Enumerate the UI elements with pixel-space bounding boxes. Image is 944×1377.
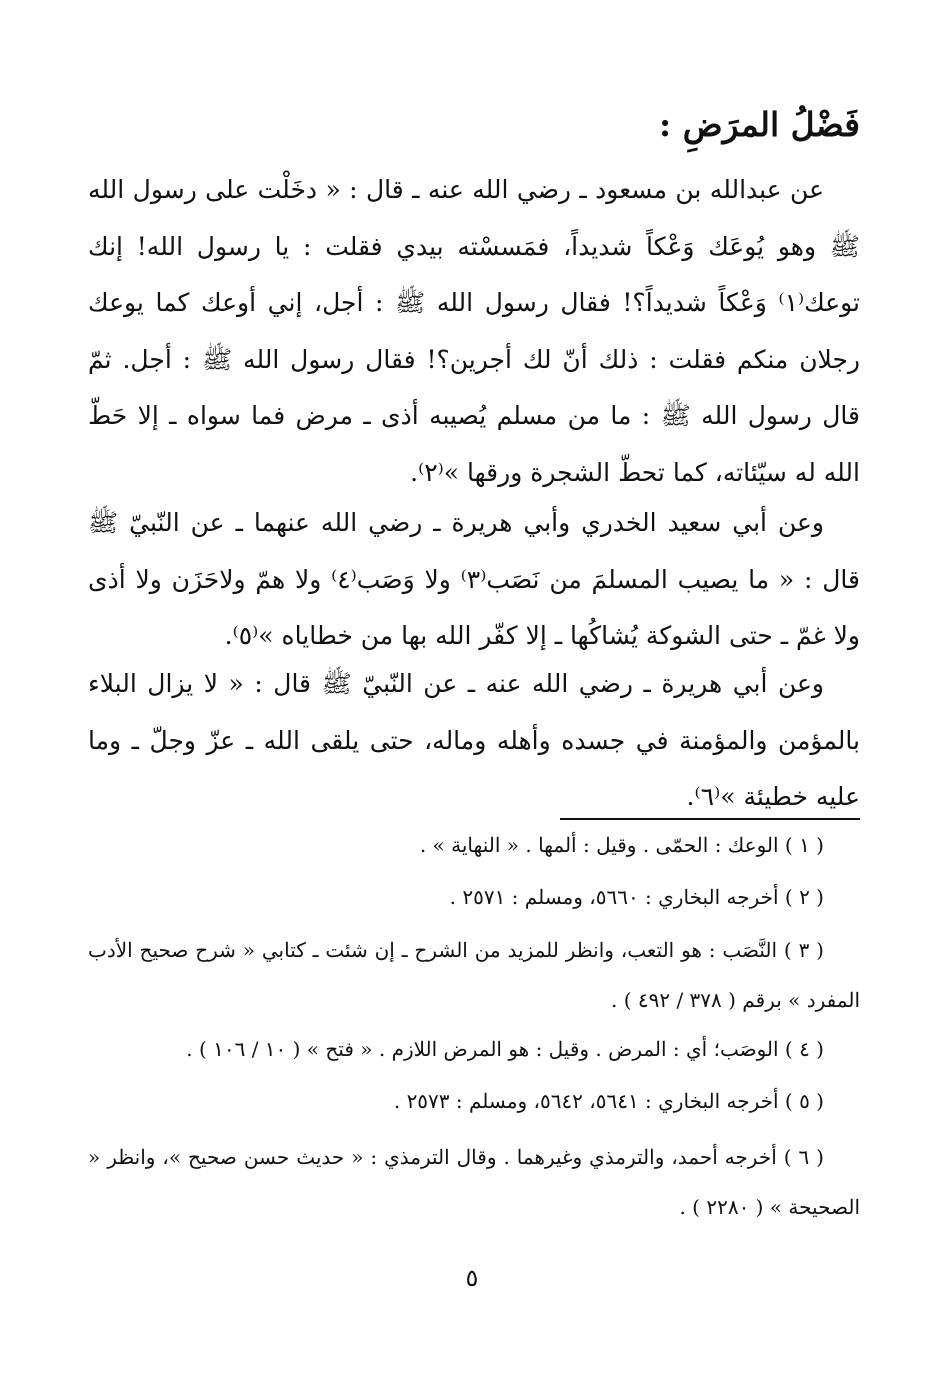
- hadith-paragraph-2: وعن أبي سعيد الخدري وأبي هريرة ـ رضي الله عنهما ـ عن النّبيّ ﷺ قال : « ما يصيب المسلمَ من نَصَب⁽٣⁾ ولا وَصَب⁽٤⁾ ولا همّ ولاحَزَن ولا أذى ولا غمّ ـ حتى الشوكة يُشاكُها ـ إلا كفّر الله بها من خطاياه »⁽٥⁾.: [88, 508, 860, 650]
- footnote-1: ( ١ ) الوعك : الحمّى . وقيل : ألمها . « النهاية » .: [419, 833, 824, 857]
- footnote-6: ( ٦ ) أخرجه أحمد، والترمذي وغيرهما . وقال الترمذي : « حديث حسن صحيح »، وانظر « الصحيحة » ( ٢٢٨٠ ) .: [88, 1145, 860, 1219]
- footnote-5: ( ٥ ) أخرجه البخاري : ٥٦٤١، ٥٦٤٢، ومسلم : ٢٥٧٣ .: [393, 1089, 824, 1113]
- footnote-4: ( ٤ ) الوصَب؛ أي : المرض . وقيل : هو المرض اللازم . « فتح » ( ١٠ / ١٠٦ ) .: [186, 1037, 824, 1061]
- footnote-3: ( ٣ ) النَّصَب : هو التعب، وانظر للمزيد من الشرح ـ إن شئت ـ كتابي « شرح صحيح الأدب المفرد » برقم ( ٣٧٨ / ٤٩٢ ) .: [88, 938, 860, 1012]
- section-heading: فَضْلُ المرَضِ :: [659, 105, 860, 144]
- page-number: ٥: [465, 1264, 479, 1292]
- hadith-paragraph-3: وعن أبي هريرة ـ رضي الله عنه ـ عن النّبيّ ﷺ قال : « لا يزال البلاء بالمؤمن والمؤمنة في جسده وأهله وماله، حتى يلقى الله ـ عزّ وجلّ ـ وما عليه خطيئة »⁽٦⁾.: [88, 669, 860, 811]
- footnote-2: ( ٢ ) أخرجه البخاري : ٥٦٦٠، ومسلم : ٢٥٧١ .: [449, 885, 824, 909]
- hadith-paragraph-1: عن عبدالله بن مسعود ـ رضي الله عنه ـ قال : « دخَلْت على رسول الله ﷺ وهو يُوعَك وَعْكاً شديداً، فمَسسْته بيدي فقلت : يا رسول الله! إنك توعك⁽١⁾ وَعْكاً شديداً؟! فقال رسول الله ﷺ : أجل، إني أوعك كما يوعك رجلان منكم فقلت : ذلك أنّ لك أجرين؟! فقال رسول الله ﷺ : أجل. ثمّ قال رسول الله ﷺ : ما من مسلم يُصيبه أذى ـ مرض فما سواه ـ إلا حَطّ الله له سيّئاته، كما تحطّ الشجرة ورقها »⁽٢⁾.: [88, 175, 860, 487]
